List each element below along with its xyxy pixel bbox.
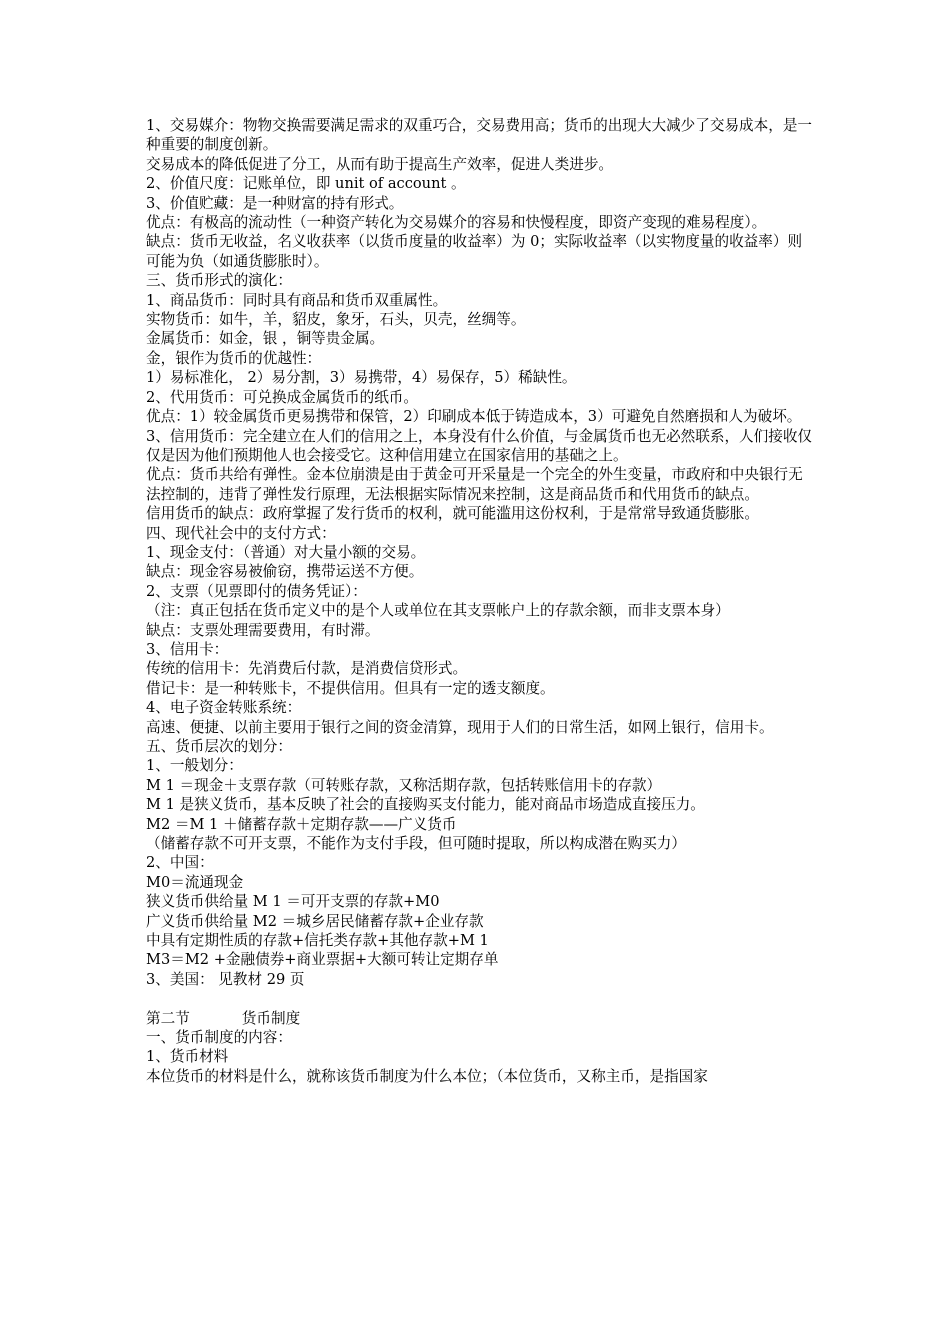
text-line: 1、现金支付：（普通）对大量小额的交易。: [146, 543, 426, 561]
text-line: M2 ＝M 1 ＋储蓄存款＋定期存款——广义货币: [146, 815, 457, 833]
text-line: 缺点：现金容易被偷窃，携带运送不方便。: [146, 563, 424, 581]
text-line: 2、价值尺度：记账单位，即 unit of account 。: [146, 175, 466, 193]
document-page: [146, 116, 814, 1086]
text-line: 缺点：货币无收益，名义收获率（以货币度量的收益率）为 0；实际收益率（以实物度量的收益率）则可能为负（如通货膨胀时）。: [146, 233, 803, 270]
text-line: 2、中国：: [146, 854, 214, 872]
text-line: M0＝流通现金: [146, 873, 244, 891]
text-line: 1、商品货币：同时具有商品和货币双重属性。: [146, 291, 448, 309]
text-line: 中具有定期性质的存款+信托类存款+其他存款+M 1: [146, 932, 489, 950]
text-line: 一、货币制度的内容：: [146, 1029, 292, 1047]
text-line: 优点：货币共给有弹性。金本位崩溃是由于黄金可开采量是一个完全的外生变量，市政府和中央银行无法控制的，违背了弹性发行原理，无法根据实际情况来控制，这是商品货币和代用货币的缺点。: [146, 466, 803, 503]
text-line: 缺点：支票处理需要费用，有时滞。: [146, 621, 380, 639]
text-line: 3、信用货币：完全建立在人们的信用之上，本身没有什么价值，与金属货币也无必然联系，人们接收仅仅是因为他们预期他人也会接受它。这种信用建立在国家信用的基础之上。: [146, 427, 813, 464]
text-line: 传统的信用卡：先消费后付款，是消费信贷形式。: [146, 660, 468, 678]
text-line: 3、美国： 见教材 29 页: [146, 970, 305, 988]
text-line: 高速、便捷、以前主要用于银行之间的资金清算，现用于人们的日常生活，如网上银行，信用卡。: [146, 718, 774, 736]
text-line: 本位货币的材料是什么，就称该货币制度为什么本位；（本位货币，又称主币，是指国家: [146, 1067, 708, 1085]
text-line: 1、交易媒介：物物交换需要满足需求的双重巧合，交易费用高；货币的出现大大减少了交易成本，是一种重要的制度创新。: [146, 117, 813, 154]
document-body: [146, 116, 814, 989]
text-line: 3、信用卡：: [146, 640, 229, 658]
text-line: 狭义货币供给量 M 1 ＝可开支票的存款+M0: [146, 893, 440, 911]
text-line: 交易成本的降低促进了分工，从而有助于提高生产效率，促进人类进步。: [146, 155, 614, 173]
text-line: 广义货币供给量 M2 ＝城乡居民储蓄存款+企业存款: [146, 912, 484, 930]
text-line: （储蓄存款不可开支票，不能作为支付手段，但可随时提取，所以构成潜在购买力）: [146, 835, 686, 853]
text-line: 2、代用货币：可兑换成金属货币的纸币。: [146, 388, 418, 406]
text-line: 三、货币形式的演化：: [146, 272, 292, 290]
text-line: 1、一般划分：: [146, 757, 243, 775]
section-heading: [146, 1009, 814, 1028]
text-line: M3＝M2 +金融债券+商业票据+大额可转让定期存单: [146, 951, 499, 969]
text-line: 借记卡：是一种转账卡，不提供信用。但具有一定的透支额度。: [146, 679, 555, 697]
text-line: 优点：有极高的流动性（一种资产转化为交易媒介的容易和快慢程度，即资产变现的难易程度）。: [146, 214, 767, 232]
text-line: （注：真正包括在货币定义中的是个人或单位在其支票帐户上的存款余额，而非支票本身）: [146, 602, 730, 620]
section-title: 货币制度: [241, 1009, 301, 1027]
text-line: 3、价值贮藏：是一种财富的持有形式。: [146, 194, 404, 212]
text-line: 金，银作为货币的优越性：: [146, 349, 322, 367]
text-line: 实物货币：如牛，羊，貂皮，象牙，石头，贝壳，丝绸等。: [146, 311, 526, 329]
blank-line: [146, 989, 814, 1008]
section-number: 第二节: [146, 1009, 190, 1027]
document-body-continued: [146, 1028, 814, 1086]
text-line: 信用货币的缺点：政府掌握了发行货币的权利，就可能滥用这份权利，于是常常导致通货膨胀。: [146, 505, 759, 523]
text-line: M 1 是狭义货币，基本反映了社会的直接购买支付能力，能对商品市场造成直接压力。: [146, 796, 705, 814]
text-line: 4、电子资金转账系统：: [146, 699, 302, 717]
text-line: 2、支票（见票即付的债务凭证）：: [146, 582, 367, 600]
text-line: 四、现代社会中的支付方式：: [146, 524, 336, 542]
text-line: 优点：1）较金属货币更易携带和保管，2）印刷成本低于铸造成本，3）可避免自然磨损和人为破坏。: [146, 408, 802, 426]
text-line: M 1 ＝现金＋支票存款（可转账存款，又称活期存款，包括转账信用卡的存款）: [146, 776, 662, 794]
text-line: 1、货币材料: [146, 1048, 229, 1066]
text-line: 1）易标准化， 2）易分割，3）易携带，4）易保存，5）稀缺性。: [146, 369, 577, 387]
text-line: 金属货币：如金，银 ，铜等贵金属。: [146, 330, 385, 348]
text-line: 五、货币层次的划分：: [146, 738, 292, 755]
